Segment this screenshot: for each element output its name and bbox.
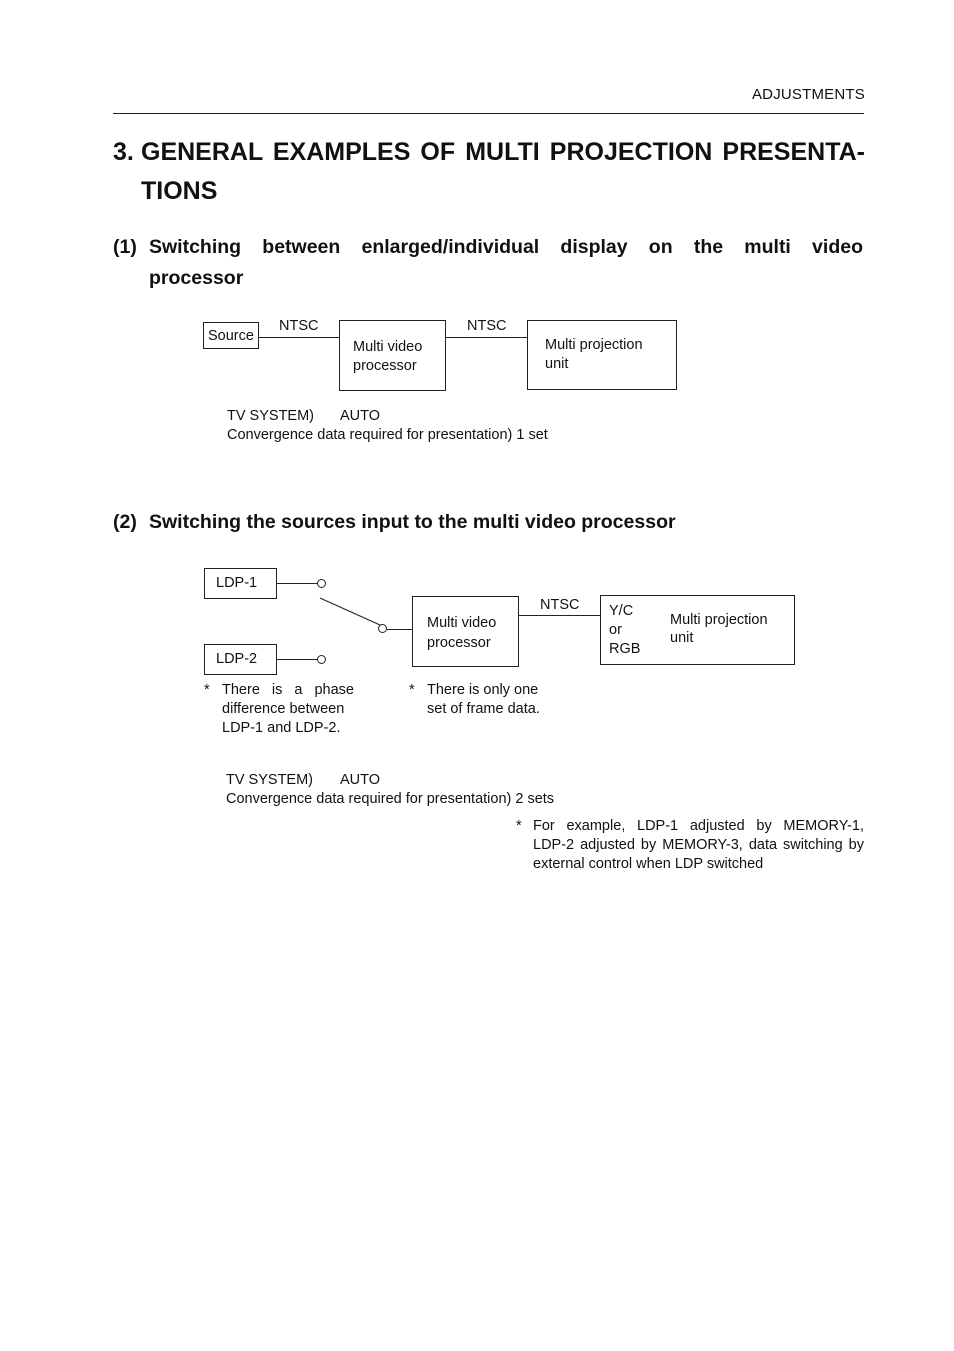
sec2-multi-projection-unit-box (600, 595, 795, 665)
note-3-text (533, 817, 864, 874)
sec2-number: (2) (113, 511, 137, 533)
ntsc-label-2: NTSC (467, 318, 507, 334)
sec2-convergence-text: Convergence data required for presentation) 2 sets (226, 791, 555, 807)
ldp-1-label: LDP-1 (216, 575, 258, 591)
connector-switch-mvp (387, 629, 413, 630)
source-label: Source (208, 328, 254, 344)
note-1-text (222, 681, 354, 738)
sec2-tv-system-value: AUTO (340, 772, 381, 788)
sec2-ntsc-label: NTSC (540, 597, 580, 613)
title-line-1: GENERAL EXAMPLES OF MULTI PROJECTION PRESENTA- (141, 138, 865, 166)
input-or-label: or (609, 622, 622, 638)
sec1-heading-line-2: processor (149, 267, 244, 289)
sec2-mvp-label-line-2: processor (427, 635, 491, 651)
note-2-text (427, 681, 567, 719)
note-1-line-2: difference between (222, 701, 345, 717)
note-3-line-1: For example, LDP-1 adjusted by MEMORY-1, (533, 818, 864, 834)
note-3-line-2: LDP-2 adjusted by MEMORY-3, data switching by (533, 837, 864, 853)
mvp-label-line-1: Multi video (353, 339, 423, 355)
note-1-line-1: There is a phase (222, 682, 354, 698)
note-1-asterisk: * (204, 682, 210, 698)
page-header-section: ADJUSTMENTS (751, 86, 865, 103)
sec2-heading: Switching the sources input to the multi video processor (149, 511, 676, 533)
connector-mvp-mpu-2 (519, 615, 601, 616)
sec1-tv-system-value: AUTO (340, 408, 381, 424)
ntsc-label-1: NTSC (279, 318, 319, 334)
mpu-label-line-2: unit (545, 356, 569, 372)
note-2-line-2: set of frame data. (427, 701, 540, 717)
sec1-convergence-text: Convergence data required for presentation) 1 set (227, 427, 548, 443)
input-rgb-label: RGB (609, 641, 641, 657)
input-yc-label: Y/C (609, 603, 634, 619)
switch-common-terminal (378, 624, 387, 633)
ldp-2-label: LDP-2 (216, 651, 258, 667)
note-3-line-3: external control when LDP switched (533, 856, 764, 872)
note-1-line-3: LDP-1 and LDP-2. (222, 720, 341, 736)
sec1-heading-line-1: Switching between enlarged/individual display on the multi video (149, 236, 863, 258)
title-line-2: TIONS (141, 177, 218, 205)
note-2-asterisk: * (409, 682, 415, 698)
sec1-number: (1) (113, 236, 137, 258)
sec2-multi-video-processor-box (412, 596, 519, 667)
sec2-mpu-label-line-2: unit (670, 630, 694, 646)
title-number: 3. (113, 138, 134, 166)
sec1-tv-system-label: TV SYSTEM) (227, 408, 315, 424)
note-3-asterisk: * (516, 818, 522, 834)
mvp-label-line-2: processor (353, 358, 417, 374)
sec2-mvp-label-line-1: Multi video (427, 615, 497, 631)
note-2-line-1: There is only one (427, 682, 539, 698)
sec2-mpu-label-line-1: Multi projection (670, 612, 768, 628)
sec2-tv-system-label: TV SYSTEM) (226, 772, 314, 788)
mpu-label-line-1: Multi projection (545, 337, 643, 353)
